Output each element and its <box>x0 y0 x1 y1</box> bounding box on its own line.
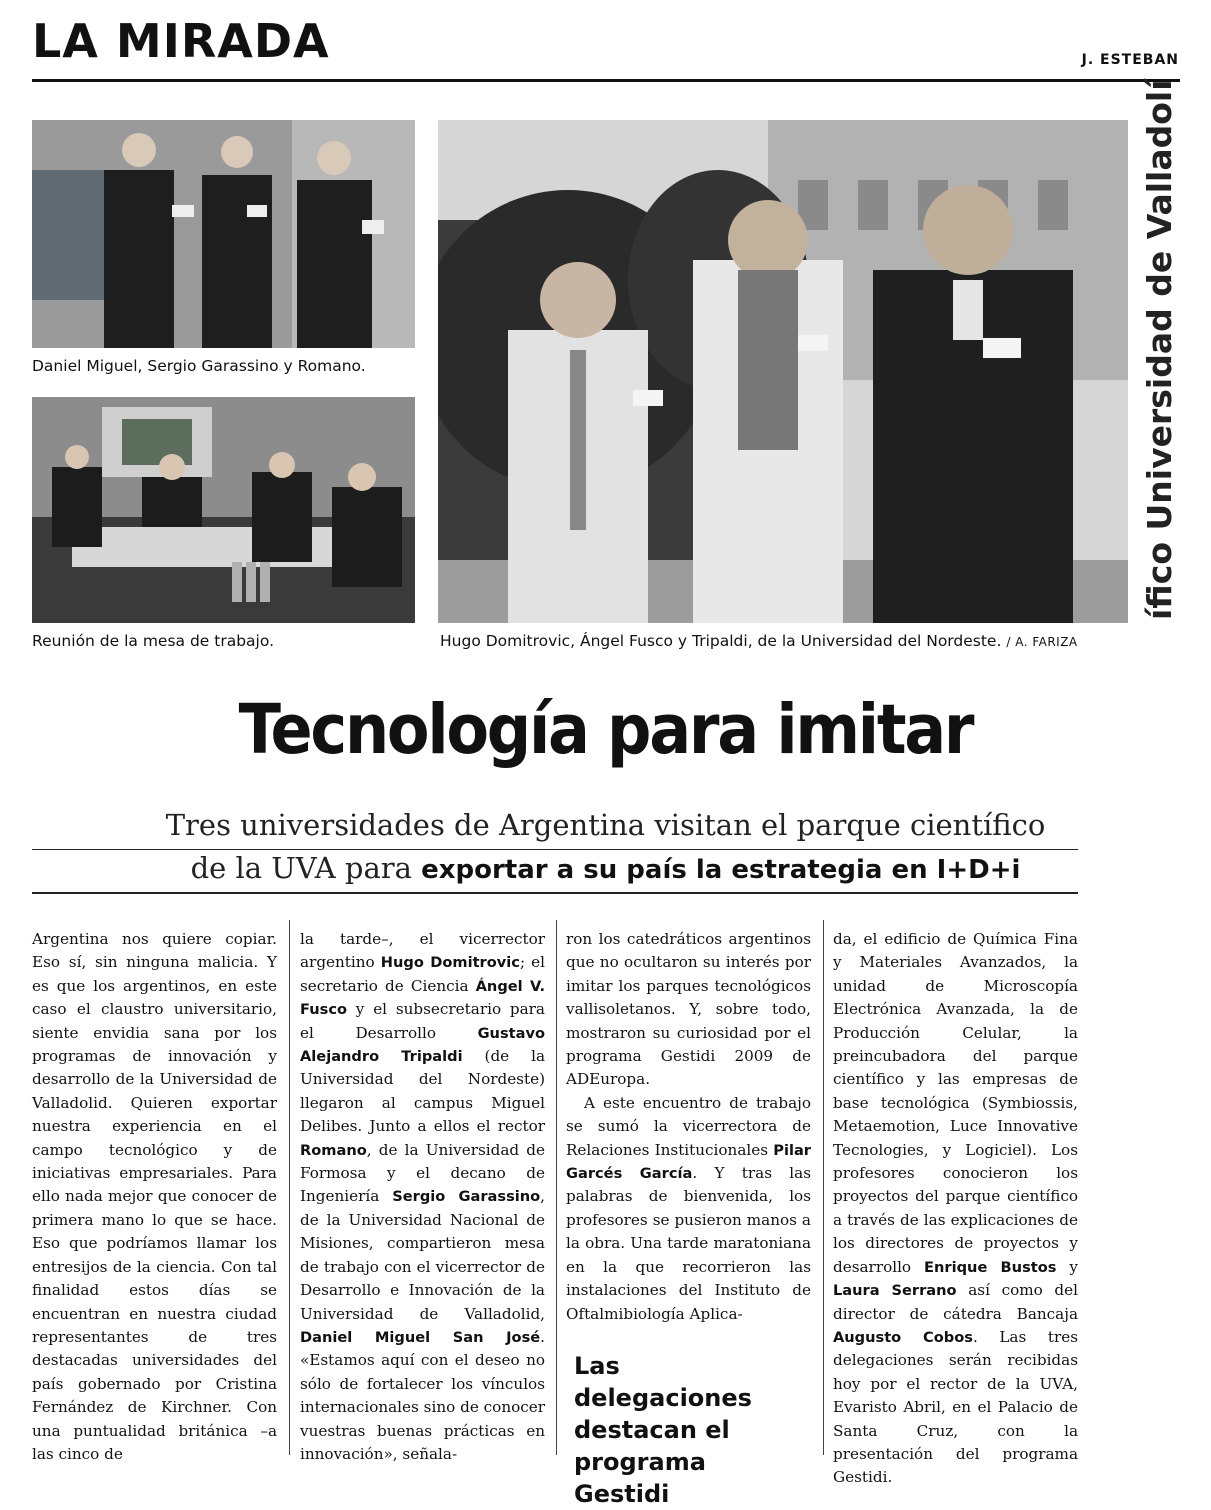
photo3-caption: Hugo Domitrovic, Ángel Fusco y Tripaldi, de la Universidad del Nordeste. <box>440 632 1002 650</box>
banner-label: ífico Universidad de Valladolí <box>1140 79 1179 620</box>
person-name: Enrique Bustos <box>924 1258 1057 1276</box>
pull-quote: Las delegaciones destacan el programa Gestidi <box>574 1352 752 1508</box>
person-name: Laura Serrano <box>833 1282 957 1300</box>
section-title: LA MIRADA <box>32 14 330 68</box>
person-name: Ángel V. Fusco <box>300 977 545 1019</box>
column-divider-3 <box>823 920 824 1455</box>
photo2-caption: Reunión de la mesa de trabajo. <box>32 632 274 650</box>
person-name: Romano <box>300 1141 367 1159</box>
subhead-line2-plain: de la UVA para <box>190 851 422 885</box>
article-paragraph: Argentina nos quiere copiar. Eso sí, sin ninguna malicia. Y es que los argentinos, en este caso el claustro universitario, siente envidia sana por los programas de innovación y desarrollo de la Universidad de Valladolid. Quieren exportar nuestra experiencia en el campo tecnológico y de iniciativas empresariales. Para ello nada mejor que conocer de primera mano lo que se hace. Eso que podríamos llamar los entresijos de la ciencia. Con tal finalidad estos días se encuentran en nuestra ciudad representantes de tres destacadas universidades del país gobernado por Cristina Fernández de Kirchner. Con una puntualidad británica –a las cinco de <box>32 930 277 1463</box>
photo-byline: J. ESTEBAN <box>1081 52 1179 68</box>
photo1-caption: Daniel Miguel, Sergio Garassino y Romano. <box>32 357 366 375</box>
article-column-4 <box>833 928 1078 1490</box>
article-paragraph: da, el edificio de Química Fina y Materiales Avanzados, la unidad de Microscopía Electrónica Avanzada, la de Producción Celular, la preincubadora del parque científico y las empresas de base tecnológica (Symbiossis, Metaemotion, Luce Innovative Tecnologies, y Logiciel). Los profesores conocieron los proyectos del parque científico a través de las explicaciones de los directores de proyectos y desarrollo Enrique Bustos y Laura Serrano así como del director de cátedra Bancaja Augusto Cobos. Las tres delegaciones serán recibidas hoy por el rector de la UVA, Evaristo Abril, en el Palacio de Santa Cruz, con la presentación del programa Gestidi. <box>833 930 1078 1487</box>
photo3-caption-row <box>440 632 1078 650</box>
article-paragraph: A este encuentro de trabajo se sumó la vicerrectora de Relaciones Institucionales Pilar Garcés García. Y tras las palabras de bienvenida, los profesores se pusieron manos a la obra. Una tarde maratoniana en la que recorrieron las instalaciones del Instituto de Oftalmibiología Aplica- <box>566 1093 811 1323</box>
article-column-3 <box>566 928 811 1326</box>
photo3-credit: / A. FARIZA <box>1006 635 1078 649</box>
subhead-line2-bold: exportar a su país la estrategia en I+D+i <box>421 855 1021 885</box>
person-name: Gustavo Alejandro Tripaldi <box>300 1024 545 1066</box>
article-column-1 <box>32 928 277 1466</box>
person-name: Pilar Garcés García <box>566 1141 811 1183</box>
subhead-divider <box>32 849 1078 850</box>
headline: Tecnología para imitar <box>238 690 973 770</box>
column-divider-1 <box>289 920 290 1455</box>
subhead-line1: Tres universidades de Argentina visitan el parque científico <box>165 808 1046 842</box>
person-name: Hugo Domitrovic <box>380 954 520 972</box>
photo-argentine-delegation <box>438 120 1128 623</box>
article-paragraph: ron los catedráticos argentinos que no ocultaron su interés por imitar los parques tecnológicos vallisoletanos. Y, sobre todo, mostraron su curiosidad por el programa Gestidi 2009 de ADEuropa. <box>566 930 811 1089</box>
masthead-rule <box>32 79 1180 82</box>
subhead-line2 <box>0 851 1211 885</box>
person-name: Daniel Miguel San José <box>300 1328 541 1346</box>
article-paragraph: la tarde–, el vicerrector argentino Hugo Domitrovic; el secretario de Ciencia Ángel V. Fusco y el subsecretario para el Desarrollo Gustavo Alejandro Tripaldi (de la Universidad del Nordeste) llegaron al campus Miguel Delibes. Junto a ellos el rector Romano, de la Universidad de Formosa y el decano de Ingeniería Sergio Garassino, de la Universidad Nacional de Misiones, compartieron mesa de trabajo con el vicerrector de Desarrollo e Innovación de la Universidad de Valladolid, Daniel Miguel San José. «Estamos aquí con el deseo no sólo de fortalecer los vínculos internacionales sino de conocer vuestras buenas prácticas en innovación», señala- <box>300 930 546 1463</box>
column-divider-2 <box>556 920 557 1455</box>
photo-three-officials <box>32 120 415 348</box>
photo-meeting-table <box>32 397 415 623</box>
person-name: Augusto Cobos <box>833 1328 973 1346</box>
article-column-2 <box>300 928 545 1466</box>
person-name: Sergio Garassino <box>392 1188 541 1206</box>
subhead-rule <box>32 892 1078 894</box>
